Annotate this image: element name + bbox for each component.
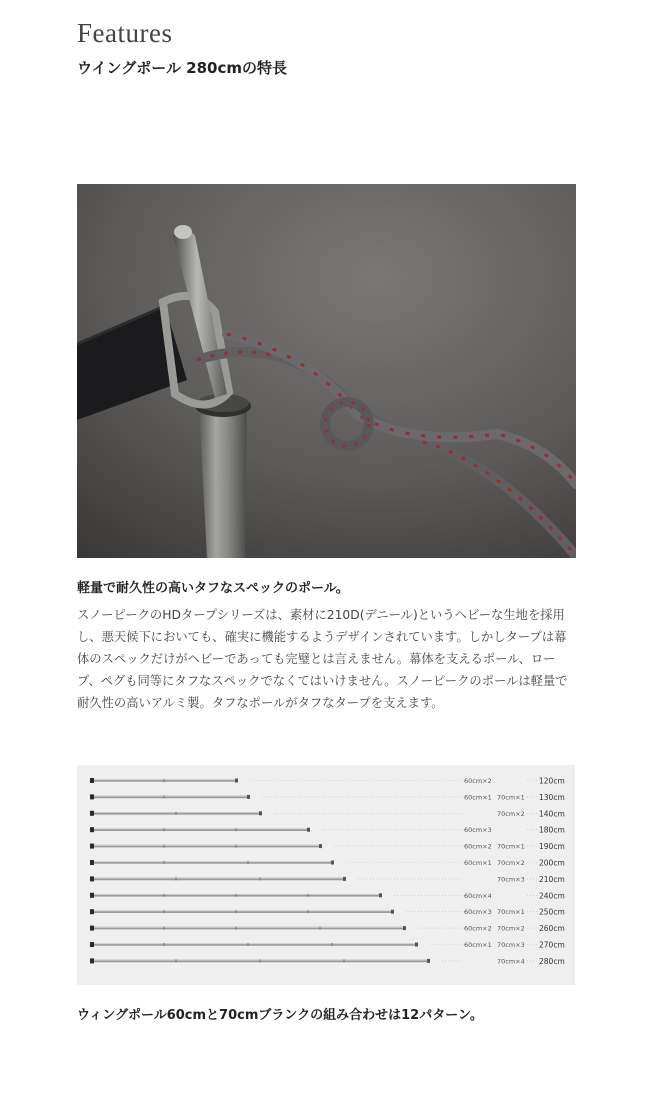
pole-tip [319, 844, 322, 848]
pole-end-cap [90, 909, 94, 914]
pole-combination-chart [77, 765, 575, 985]
pole-tip [415, 943, 418, 947]
part-count-label: 60cm×3 [464, 826, 492, 835]
total-length-label: 190cm [539, 842, 565, 852]
part-count-label: 60cm×3 [464, 908, 492, 917]
product-photo [77, 184, 576, 558]
pole-end-cap [90, 942, 94, 947]
pole-tip [307, 828, 310, 832]
pole-rope-photo-illustration [77, 184, 576, 558]
total-length-label: 270cm [539, 940, 565, 950]
pole-end-cap [90, 794, 94, 799]
part-count-label: 70cm×3 [497, 875, 525, 884]
section-body-text: スノーピークのHDタープシリーズは、素材に210D(デニール)というヘビーな生地を採用し、悪天候下においても、確実に機能するようデザインされています。しかしタープは幕体のスペックだけがヘビーであっても完璧とは言えません。幕体を支えるポール、ロープ、ペグも同等にタフなスペックでなくてはいけません。スノーピークのポールは軽量で耐久性の高いアルミ製。タフなポールがタフなタープを支えます。 [77, 608, 568, 710]
pole-end-cap [90, 778, 94, 783]
features-title: Features [77, 18, 173, 48]
part-count-label: 70cm×2 [497, 924, 525, 933]
pole-tip [331, 861, 334, 865]
part-count-label: 70cm×2 [497, 859, 525, 867]
pole-end-cap [90, 811, 94, 816]
total-length-label: 240cm [539, 891, 565, 901]
pole-end-cap [90, 860, 94, 865]
pole-end-cap [90, 926, 94, 931]
pole-tip [235, 779, 238, 783]
part-count-label: 70cm×2 [497, 809, 525, 818]
total-length-label: 140cm [539, 809, 565, 819]
pole-tip [247, 795, 250, 799]
footer-caption: ウィングポール60cmと70cmブランクの組み合わせは12パターン。 [77, 1008, 483, 1023]
pole-tip [259, 811, 262, 815]
part-count-label: 60cm×1 [464, 859, 492, 867]
total-length-label: 210cm [539, 874, 565, 884]
pole-tip [403, 926, 406, 930]
part-count-label: 70cm×1 [497, 908, 525, 917]
total-length-label: 120cm [539, 776, 565, 786]
total-length-label: 130cm [539, 792, 565, 802]
pole-combination-diagram [77, 765, 575, 985]
part-count-label: 60cm×2 [464, 924, 492, 933]
pole-tip [391, 910, 394, 914]
product-subtitle: ウイングポール 280cmの特長 [77, 59, 288, 77]
part-count-label: 60cm×2 [464, 842, 492, 851]
pole-end-cap [90, 958, 94, 963]
total-length-label: 180cm [539, 825, 565, 835]
pole-tip [427, 959, 430, 963]
pole-tip [379, 893, 382, 897]
total-length-label: 280cm [539, 956, 565, 966]
part-count-label: 70cm×1 [497, 842, 525, 851]
pole-end-cap [90, 827, 94, 832]
part-count-label: 60cm×4 [464, 891, 492, 900]
total-length-label: 250cm [539, 907, 565, 917]
part-count-label: 70cm×4 [497, 957, 525, 966]
part-count-label: 60cm×1 [464, 941, 492, 949]
total-length-label: 200cm [539, 858, 565, 868]
total-length-label: 260cm [539, 924, 565, 934]
part-count-label: 60cm×1 [464, 793, 492, 802]
pole-end-cap [90, 876, 94, 881]
pole-end-cap [90, 844, 94, 849]
part-count-label: 70cm×1 [497, 793, 525, 802]
pole-end-cap [90, 893, 94, 898]
section-heading: 軽量で耐久性の高いタフなスペックのポール。 [77, 581, 349, 596]
pole-tip [343, 877, 346, 881]
part-count-label: 70cm×3 [497, 941, 525, 949]
part-count-label: 60cm×2 [464, 777, 492, 785]
